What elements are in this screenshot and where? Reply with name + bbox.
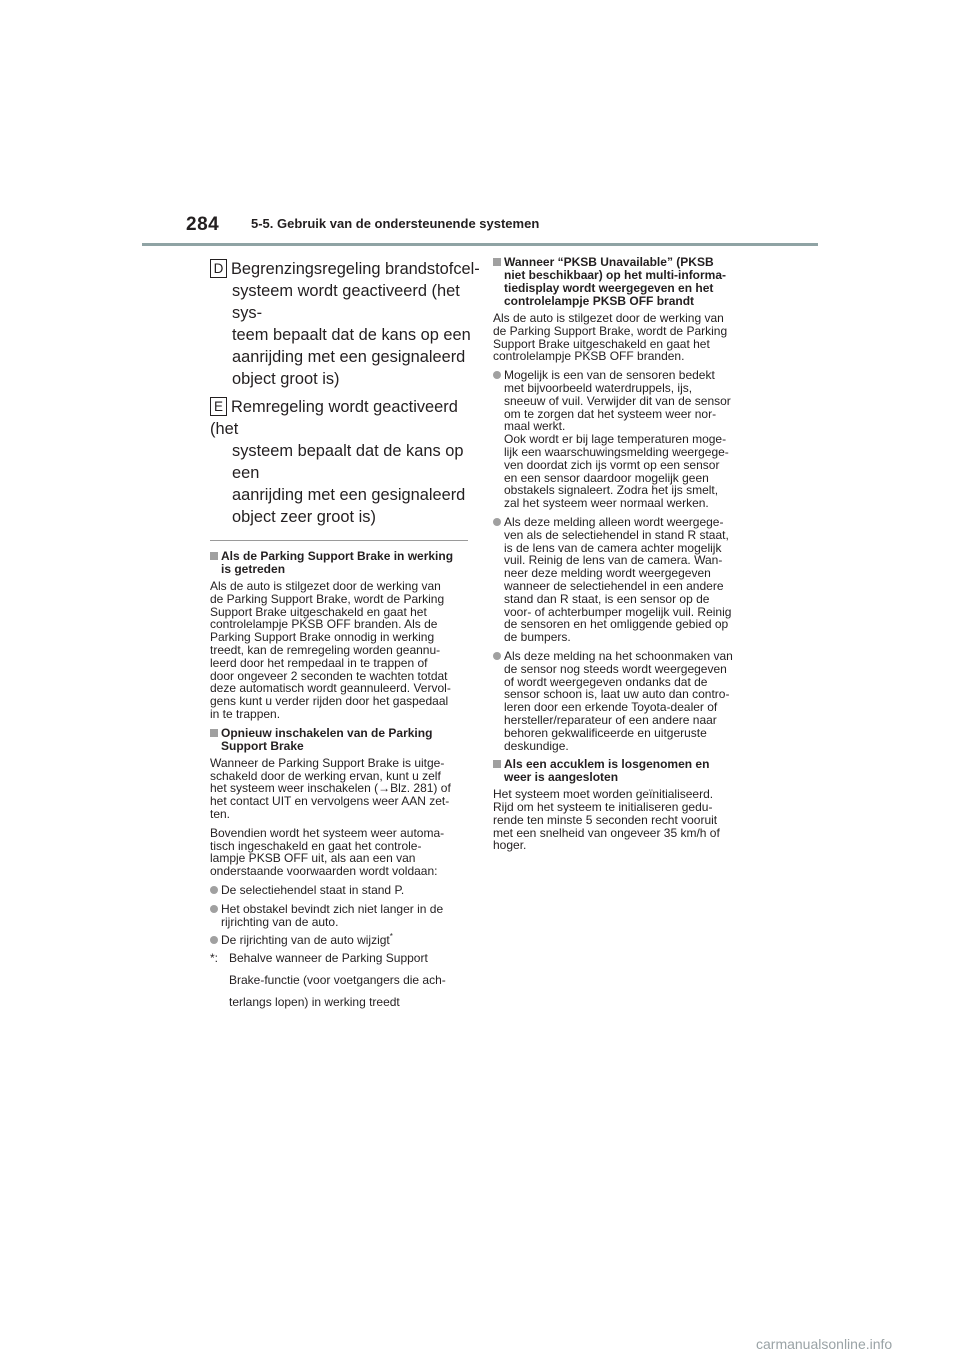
- bullet-item: De rijrichting van de auto wijzigt*: [210, 934, 490, 947]
- letter-e-box: E: [210, 397, 227, 416]
- item-d: [210, 258, 490, 390]
- round-bullet-icon: [493, 518, 501, 526]
- round-bullet-icon: [210, 886, 218, 894]
- chapter-title: 5-5. Gebruik van de ondersteunende systemen: [251, 216, 540, 231]
- right-column: [493, 256, 773, 858]
- item-d-text: systeem wordt geactiveerd (het sys- teem bepaalt dat de kans op een aanrijding met een gesignaleerd object groot is): [232, 282, 471, 388]
- section-divider: [210, 540, 468, 541]
- bullet-item: Het obstakel bevindt zich niet langer in de rijrichting van de auto.: [210, 903, 490, 929]
- heading-pksb-unavailable: Wanneer “PKSB Unavailable” (PKSB niet beschikbaar) op het multi-informa- tiedisplay wordt weergegeven en het controlelampje PKSB OFF brandt: [493, 256, 773, 308]
- round-bullet-icon: [210, 905, 218, 913]
- paragraph: Het systeem moet worden geïnitialiseerd. Rijd om het systeem te initialiseren gedu- rende ten minste 5 seconden recht vooruit met een snelheid van ongeveer 35 km/h of hoger.: [493, 787, 720, 853]
- item-e-first-line: Remregeling wordt geactiveerd (het: [210, 398, 458, 438]
- bullet-item: Als deze melding na het schoonmaken van de sensor nog steeds wordt weergegeven of wordt weergegeven ondanks dat de sensor schoon is, laat uw auto dan contro- leren door een erkende Toyota-dealer of hersteller/reparateur of een andere naar behoren gekwalificeerde en uitgeruste deskundige.: [493, 650, 773, 752]
- round-bullet-icon: [493, 652, 501, 660]
- footnote-asterisk: *: [389, 932, 393, 942]
- square-bullet-icon: [493, 258, 501, 266]
- item-e-text: systeem bepaalt dat de kans op een aanrijding met een gesignaleerd object zeer groot is): [232, 442, 466, 526]
- left-column: [210, 258, 490, 1013]
- round-bullet-icon: [210, 936, 218, 944]
- square-bullet-icon: [493, 760, 501, 768]
- item-d-first-line: Begrenzingsregeling brandstofcel-: [231, 260, 480, 278]
- bullet-item: Mogelijk is een van de sensoren bedekt met bijvoorbeeld waterdruppels, ijs, sneeuw of vuil. Verwijder dit van de sensor om te zorgen dat het systeem weer nor- maal werkt. Ook wordt er bij lage temperaturen moge- lijk een waarschuwingsmelding weergege- ven doordat zich ijs vormt op een sensor en een sensor daardoor mogelijk geen obstakels signaleert. Zodra het ijs smelt, zal het systeem weer normaal werken.: [493, 369, 773, 510]
- footnote-mark: *:: [210, 951, 219, 966]
- round-bullet-icon: [493, 371, 501, 379]
- footnote: [210, 947, 490, 1013]
- item-e: [210, 396, 490, 528]
- paragraph: Als de auto is stilgezet door de werking van de Parking Support Brake, wordt de Parking Support Brake uitgeschakeld en gaat het controlelampje PKSB OFF branden.: [493, 311, 728, 364]
- heading-battery-terminal: Als een accuklem is losgenomen en weer is aangesloten: [493, 758, 773, 784]
- letter-d-box: D: [210, 259, 227, 278]
- bullet-item: Als deze melding alleen wordt weergege- ven als de selectiehendel in stand R staat, is de lens van de camera achter mogelijk vuil. Reinig de lens van de camera. Wan- neer deze melding wordt weergegeven wanneer de selectiehendel in een andere stand dan R staat, is een sensor op de voor- of achterbumper mogelijk vuil. Reinig de sensoren en het omliggende gebied op de bumpers.: [493, 516, 773, 644]
- square-bullet-icon: [210, 729, 218, 737]
- watermark: carmanualsonline.info: [756, 1336, 893, 1352]
- paragraph: Bovendien wordt het systeem weer automa- tisch ingeschakeld en gaat het controle- lampje PKSB OFF uit, als aan een van onderstaande voorwaarden wordt voldaan:: [210, 825, 445, 879]
- heading-reactivate-parking-support-brake: Opnieuw inschakelen van de Parking Support Brake: [210, 727, 490, 753]
- bullet-item: De selectiehendel staat in stand P.: [210, 884, 490, 897]
- page-number: 284: [186, 214, 220, 235]
- paragraph: Wanneer de Parking Support Brake is uitge- schakeld door de werking ervan, kunt u zelf het systeem weer inschakelen (→Blz. 281) of het contact UIT en vervolgens weer AAN zet- ten.: [210, 755, 451, 821]
- heading-parking-support-brake-active: Als de Parking Support Brake in werking is getreden: [210, 550, 490, 576]
- square-bullet-icon: [210, 552, 218, 560]
- header-divider: [142, 243, 818, 246]
- footnote-text: Behalve wanneer de Parking Support Brake-functie (voor voetgangers die ach- terlangs lopen) in werking treedt: [229, 951, 446, 1010]
- paragraph: Als de auto is stilgezet door de werking van de Parking Support Brake, wordt de Parking Support Brake uitgeschakeld en gaat het controlelampje PKSB OFF branden. Als de Parking Support Brake onnodig in werking treedt, kan de remregeling worden geannu- leerd door het rempedaal in te trappen of door ongeveer 2 seconden te wachten totdat deze automatisch wordt geannuleerd. Vervol- gens kunt u verder rijden door het gaspedaal in te trappen.: [210, 579, 451, 721]
